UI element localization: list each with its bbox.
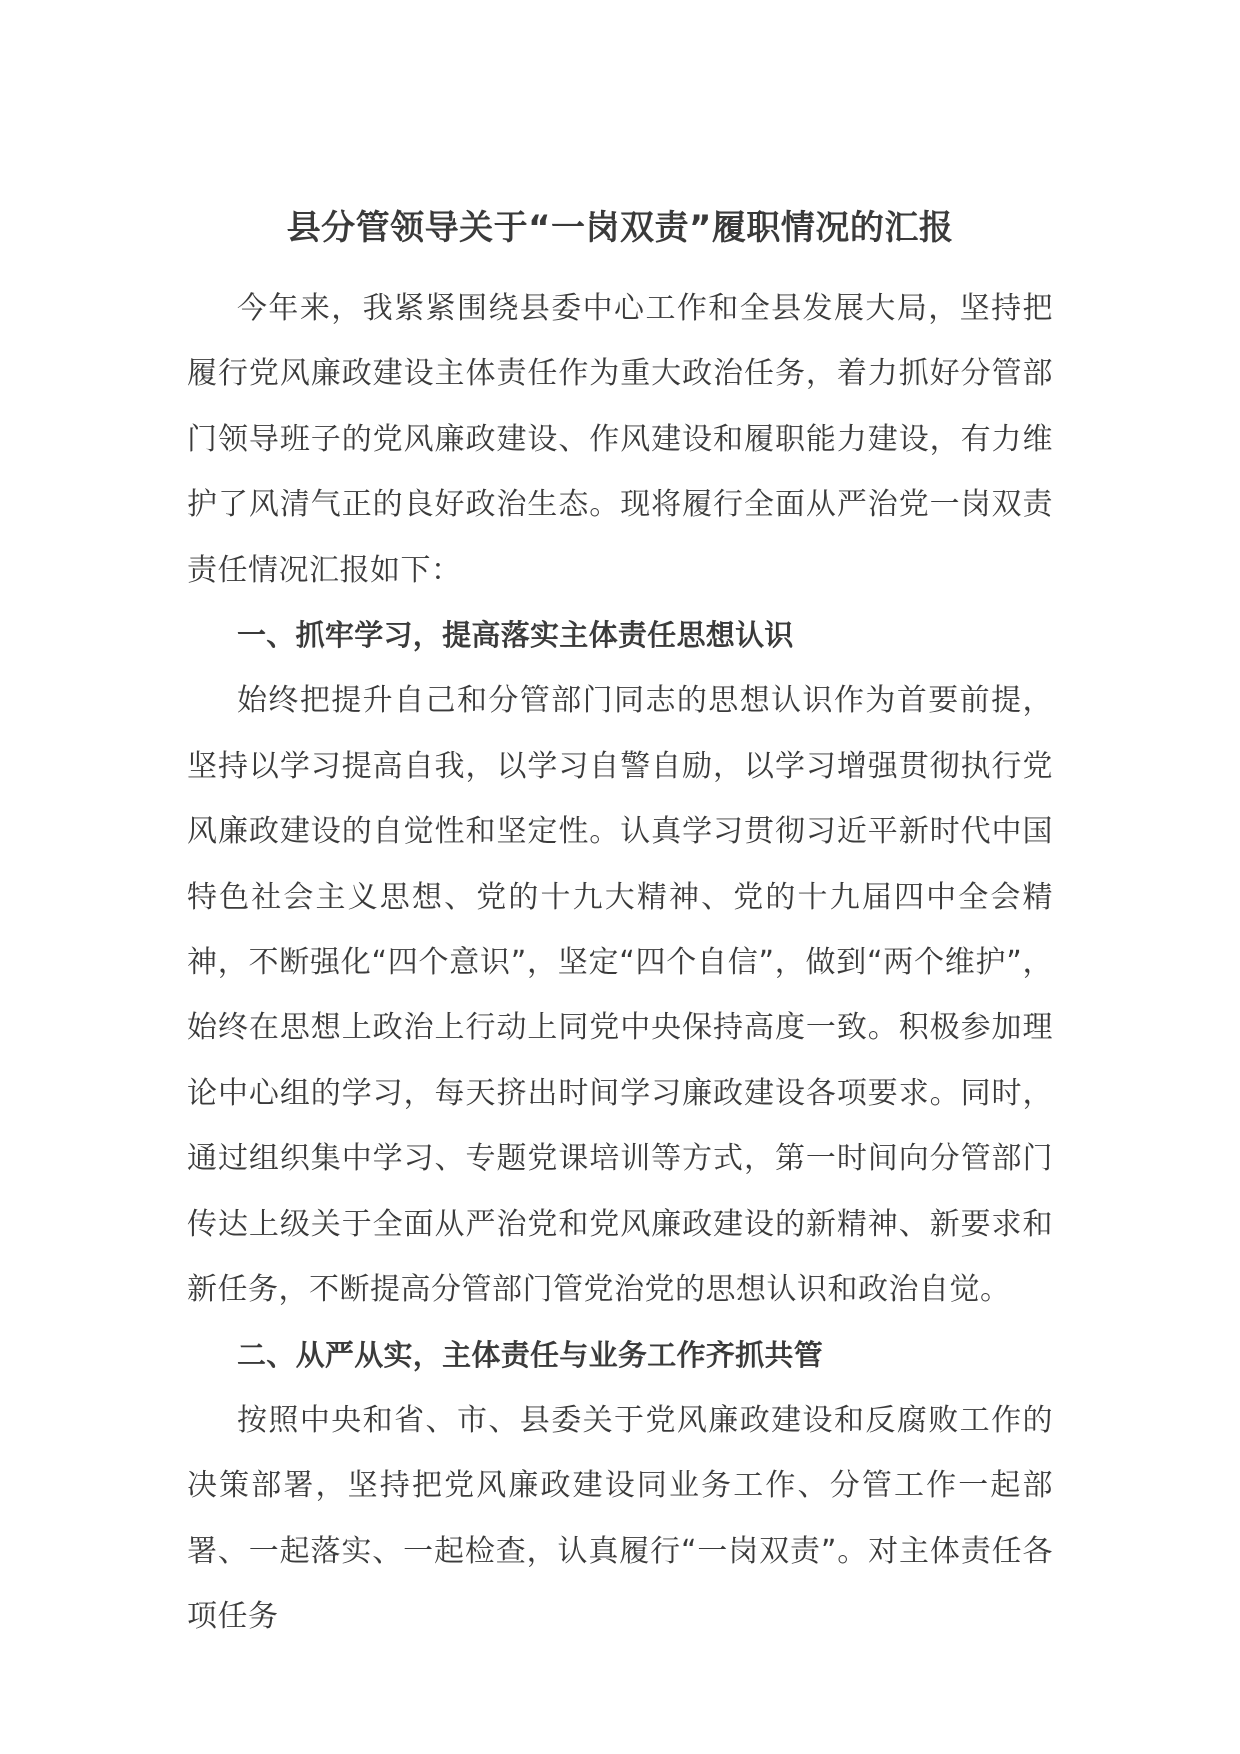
section-2-paragraph: 按照中央和省、市、县委关于党风廉政建设和反腐败工作的决策部署，坚持把党风廉政建设同业务工作、分管工作一起部署、一起落实、一起检查，认真履行“一岗双责”。对主体责任各项任务 bbox=[187, 1402, 1053, 1635]
section-heading-1: 一、抓牢学习，提高落实主体责任思想认识 bbox=[237, 618, 794, 653]
intro-paragraph: 今年来，我紧紧围绕县委中心工作和全县发展大局，坚持把履行党风廉政建设主体责任作为重大政治任务，着力抓好分管部门领导班子的党风廉政建设、作风建设和履职能力建设，有力维护了风清气正的良好政治生态。现将履行全面从严治党一岗双责责任情况汇报如下： bbox=[187, 291, 1053, 588]
document-title: 县分管领导关于“一岗双责”履职情况的汇报 bbox=[286, 208, 954, 248]
document-body bbox=[187, 276, 1053, 1650]
section-1-paragraph: 始终把提升自己和分管部门同志的思想认识作为首要前提，坚持以学习提高自我，以学习自警自励，以学习增强贯彻执行党风廉政建设的自觉性和坚定性。认真学习贯彻习近平新时代中国特色社会主义思想、党的十九大精神、党的十九届四中全会精神，不断强化“四个意识”，坚定“四个自信”，做到“两个维护”，始终在思想上政治上行动上同党中央保持高度一致。积极参加理论中心组的学习，每天挤出时间学习廉政建设各项要求。同时，通过组织集中学习、专题党课培训等方式，第一时间向分管部门传达上级关于全面从严治党和党风廉政建设的新精神、新要求和新任务，不断提高分管部门管党治党的思想认识和政治自觉。 bbox=[187, 683, 1053, 1308]
section-heading-2: 二、从严从实，主体责任与业务工作齐抓共管 bbox=[237, 1337, 824, 1372]
